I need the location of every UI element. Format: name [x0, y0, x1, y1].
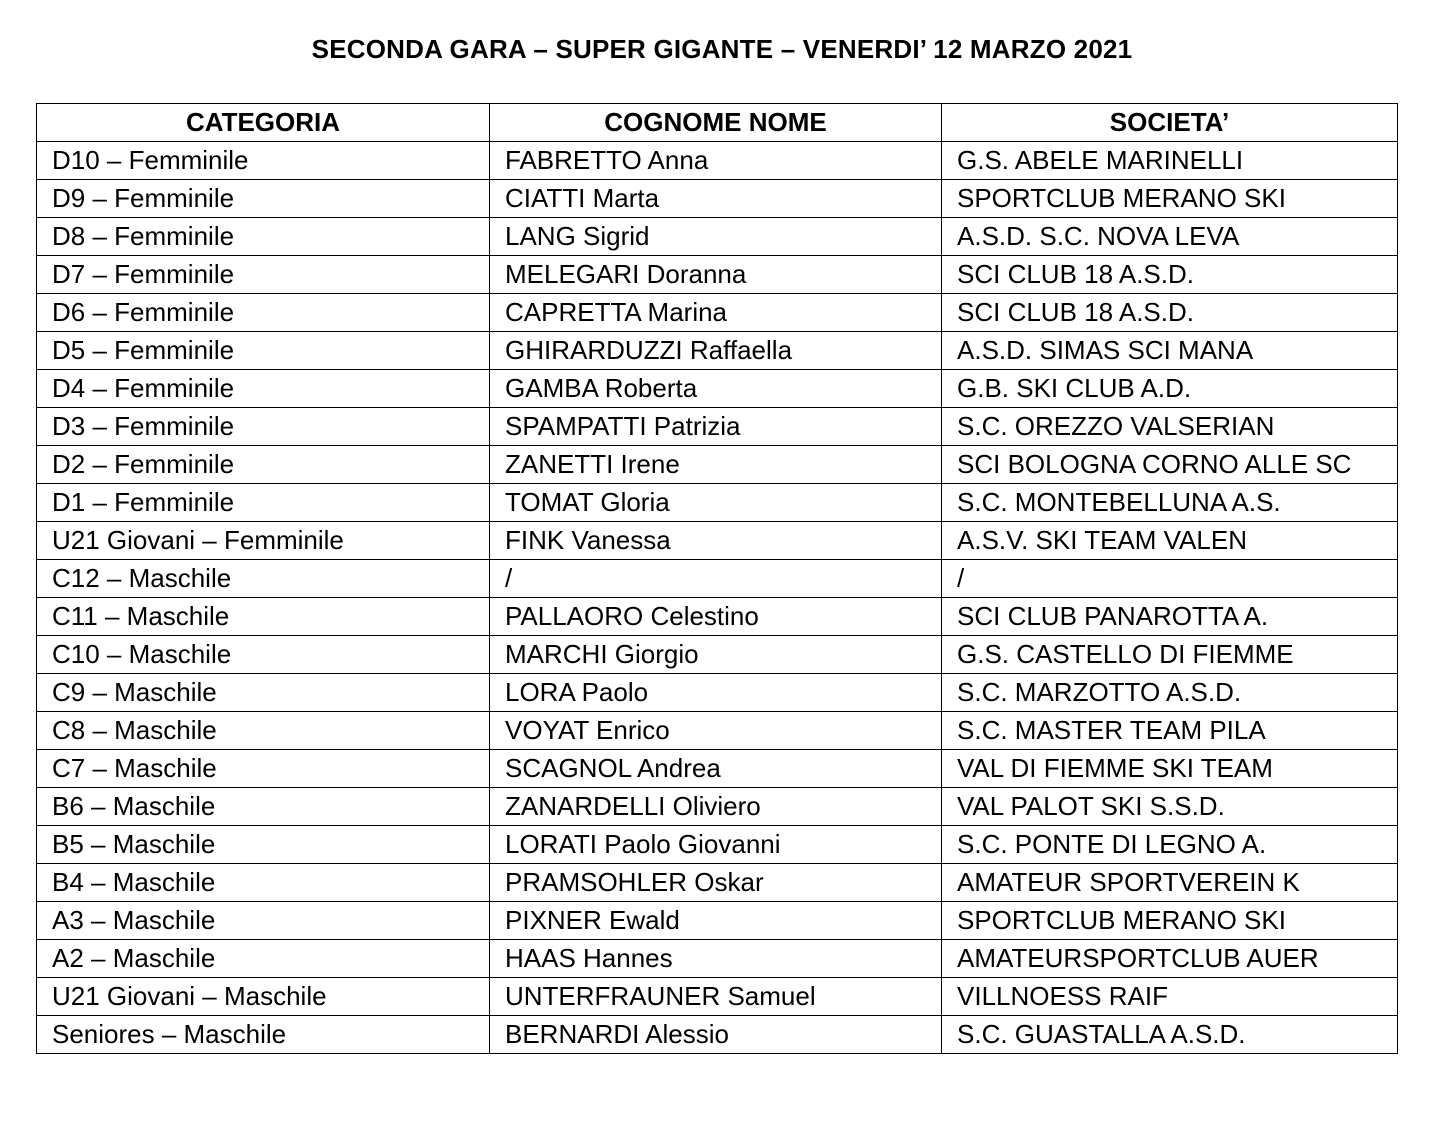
cell-societa: G.S. ABELE MARINELLI	[942, 142, 1398, 180]
cell-cognome-nome: LORATI Paolo Giovanni	[490, 826, 942, 864]
table-row	[37, 446, 1398, 484]
table-row	[37, 864, 1398, 902]
cell-societa: AMATEURSPORTCLUB AUER	[942, 940, 1398, 978]
cell-societa: SCI CLUB 18 A.S.D.	[942, 256, 1398, 294]
cell-societa: AMATEUR SPORTVEREIN K	[942, 864, 1398, 902]
cell-categoria: U21 Giovani – Maschile	[37, 978, 490, 1016]
table-row	[37, 712, 1398, 750]
table-body	[37, 142, 1398, 1054]
cell-categoria: D7 – Femminile	[37, 256, 490, 294]
cell-categoria: C12 – Maschile	[37, 560, 490, 598]
cell-categoria: D4 – Femminile	[37, 370, 490, 408]
cell-societa: G.B. SKI CLUB A.D.	[942, 370, 1398, 408]
cell-categoria: C9 – Maschile	[37, 674, 490, 712]
table-row	[37, 142, 1398, 180]
column-header-societa: SOCIETA’	[942, 104, 1398, 142]
cell-societa: A.S.V. SKI TEAM VALEN	[942, 522, 1398, 560]
column-header-categoria: CATEGORIA	[37, 104, 490, 142]
cell-societa: /	[942, 560, 1398, 598]
cell-societa: VAL PALOT SKI S.S.D.	[942, 788, 1398, 826]
table-row	[37, 674, 1398, 712]
cell-cognome-nome: LORA Paolo	[490, 674, 942, 712]
table-row	[37, 560, 1398, 598]
cell-categoria: D9 – Femminile	[37, 180, 490, 218]
cell-societa: S.C. MASTER TEAM PILA	[942, 712, 1398, 750]
cell-societa: S.C. PONTE DI LEGNO A.	[942, 826, 1398, 864]
table-row	[37, 788, 1398, 826]
cell-categoria: A3 – Maschile	[37, 902, 490, 940]
cell-societa: S.C. MARZOTTO A.S.D.	[942, 674, 1398, 712]
table-row	[37, 598, 1398, 636]
cell-categoria: B4 – Maschile	[37, 864, 490, 902]
cell-cognome-nome: PIXNER Ewald	[490, 902, 942, 940]
cell-cognome-nome: MELEGARI Doranna	[490, 256, 942, 294]
cell-societa: S.C. OREZZO VALSERIAN	[942, 408, 1398, 446]
cell-cognome-nome: MARCHI Giorgio	[490, 636, 942, 674]
cell-categoria: D2 – Femminile	[37, 446, 490, 484]
column-header-cognome-nome: COGNOME NOME	[490, 104, 942, 142]
results-table	[36, 103, 1398, 1054]
table-row	[37, 750, 1398, 788]
cell-categoria: C10 – Maschile	[37, 636, 490, 674]
cell-societa: SCI CLUB PANAROTTA A.	[942, 598, 1398, 636]
cell-cognome-nome: TOMAT Gloria	[490, 484, 942, 522]
cell-categoria: D6 – Femminile	[37, 294, 490, 332]
document-title: SECONDA GARA – SUPER GIGANTE – VENERDI’ 12 MARZO 2021	[311, 34, 1133, 64]
table-row	[37, 522, 1398, 560]
cell-societa: SCI BOLOGNA CORNO ALLE SC	[942, 446, 1398, 484]
cell-societa: SCI CLUB 18 A.S.D.	[942, 294, 1398, 332]
cell-societa: G.S. CASTELLO DI FIEMME	[942, 636, 1398, 674]
cell-societa: SPORTCLUB MERANO SKI	[942, 180, 1398, 218]
cell-cognome-nome: VOYAT Enrico	[490, 712, 942, 750]
cell-cognome-nome: PRAMSOHLER Oskar	[490, 864, 942, 902]
table-row	[37, 902, 1398, 940]
cell-categoria: A2 – Maschile	[37, 940, 490, 978]
cell-cognome-nome: HAAS Hannes	[490, 940, 942, 978]
cell-categoria: U21 Giovani – Femminile	[37, 522, 490, 560]
cell-cognome-nome: UNTERFRAUNER Samuel	[490, 978, 942, 1016]
cell-categoria: D10 – Femminile	[37, 142, 490, 180]
cell-cognome-nome: SPAMPATTI Patrizia	[490, 408, 942, 446]
cell-societa: VAL DI FIEMME SKI TEAM	[942, 750, 1398, 788]
cell-cognome-nome: PALLAORO Celestino	[490, 598, 942, 636]
cell-cognome-nome: ZANETTI Irene	[490, 446, 942, 484]
cell-societa: SPORTCLUB MERANO SKI	[942, 902, 1398, 940]
table-row	[37, 180, 1398, 218]
cell-categoria: C11 – Maschile	[37, 598, 490, 636]
cell-societa: A.S.D. SIMAS SCI MANA	[942, 332, 1398, 370]
cell-categoria: B5 – Maschile	[37, 826, 490, 864]
cell-categoria: Seniores – Maschile	[37, 1016, 490, 1054]
cell-societa: S.C. MONTEBELLUNA A.S.	[942, 484, 1398, 522]
cell-cognome-nome: /	[490, 560, 942, 598]
table-row	[37, 826, 1398, 864]
cell-cognome-nome: CIATTI Marta	[490, 180, 942, 218]
cell-societa: S.C. GUASTALLA A.S.D.	[942, 1016, 1398, 1054]
cell-categoria: D8 – Femminile	[37, 218, 490, 256]
table-row	[37, 1016, 1398, 1054]
cell-cognome-nome: FINK Vanessa	[490, 522, 942, 560]
cell-categoria: D3 – Femminile	[37, 408, 490, 446]
cell-cognome-nome: SCAGNOL Andrea	[490, 750, 942, 788]
cell-societa: A.S.D. S.C. NOVA LEVA	[942, 218, 1398, 256]
cell-cognome-nome: BERNARDI Alessio	[490, 1016, 942, 1054]
cell-cognome-nome: CAPRETTA Marina	[490, 294, 942, 332]
cell-cognome-nome: GHIRARDUZZI Raffaella	[490, 332, 942, 370]
table-row	[37, 370, 1398, 408]
cell-cognome-nome: ZANARDELLI Oliviero	[490, 788, 942, 826]
cell-cognome-nome: LANG Sigrid	[490, 218, 942, 256]
cell-categoria: D1 – Femminile	[37, 484, 490, 522]
cell-categoria: D5 – Femminile	[37, 332, 490, 370]
cell-societa: VILLNOESS RAIF	[942, 978, 1398, 1016]
table-header-row	[37, 104, 1398, 142]
table-row	[37, 636, 1398, 674]
cell-categoria: C8 – Maschile	[37, 712, 490, 750]
table-row	[37, 218, 1398, 256]
table-row	[37, 978, 1398, 1016]
table-row	[37, 256, 1398, 294]
table-row	[37, 294, 1398, 332]
cell-categoria: C7 – Maschile	[37, 750, 490, 788]
table-row	[37, 484, 1398, 522]
table-row	[37, 332, 1398, 370]
cell-categoria: B6 – Maschile	[37, 788, 490, 826]
cell-cognome-nome: FABRETTO Anna	[490, 142, 942, 180]
cell-cognome-nome: GAMBA Roberta	[490, 370, 942, 408]
table-row	[37, 408, 1398, 446]
table-row	[37, 940, 1398, 978]
